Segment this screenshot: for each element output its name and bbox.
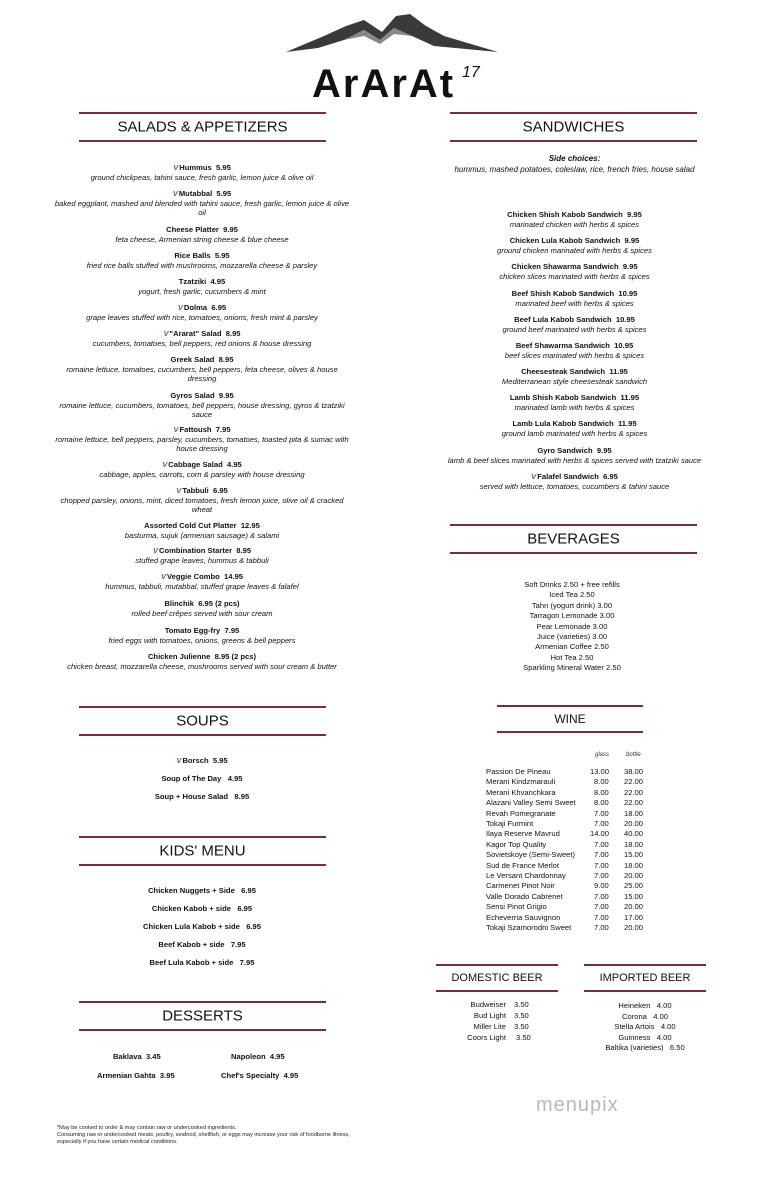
menu-item: VCombination Starter 8.95 stuffed grape leaves, hummus & tabbuli (135, 546, 269, 565)
menu-item: Blinchik 6.95 (2 pcs) rolled beef crêpes served with sour cream (131, 599, 273, 618)
menu-item: Lamb Lula Kabob Sandwich 11.95 ground lamb marinated with herbs & spices (501, 419, 648, 438)
logo-number: 17 (462, 64, 480, 81)
vegetarian-icon: V (177, 303, 183, 312)
logo-name: ArArAt (312, 62, 456, 106)
beverages-header: BEVERAGES (450, 524, 697, 554)
dessert-item: Baklava 3.45 (113, 1052, 161, 1061)
beverage-item: Pear Lemonade 3.00 (536, 621, 608, 631)
wine-row: Valle Dorado Cabrenet 7.00 15.00 (486, 891, 644, 901)
dessert-item: Chef's Specialty 4.95 (221, 1071, 299, 1080)
menu-item: Lamb Shish Kabob Sandwich 11.95 marinated lamb with herbs & spices (509, 393, 640, 412)
menu-item: Gyros Salad 9.95 romaine lettuce, cucumbers, tomatoes, bell peppers, house dressing, gyros & tzatziki sauce (59, 391, 345, 419)
beer-row: Guinness 4.00 (618, 1032, 672, 1042)
vegetarian-icon: V (173, 163, 179, 172)
menu-item: VVeggie Combo 14.95 hummus, tabbuli, mutabbal, stuffed grape leaves & falafel (105, 572, 299, 591)
wine-row: Le Versant Chardonnay 7.00 20.00 (486, 871, 644, 880)
wine-row: Passion De Pineau 13.00 38.00 (486, 767, 644, 776)
watermark: menupix (536, 1094, 619, 1116)
menu-item: VDolma 6.95 grape leaves stuffed with rice, tomatoes, onions, fresh mint & parsley (86, 303, 318, 322)
menu-item: VMutabbal 5.95 baked eggplant, mashed and blended with tahini sauce, fresh garlic, lemon juice & olive oil (54, 189, 350, 217)
menu-item: Cheesesteak Sandwich 11.95 Mediterranean style cheesesteak sandwich (501, 367, 648, 386)
dessert-item: Armenian Gahta 3.95 (97, 1071, 175, 1080)
menu-item: Tzatziki 4.95 yogurt, fresh garlic, cucumbers & mint (138, 277, 266, 296)
beer-row: Miller Lite 3.50 (473, 1022, 529, 1031)
beer-row: Budweiser 3.50 (470, 1000, 529, 1009)
beverage-item: Hot Tea 2.50 (550, 652, 594, 662)
beverage-item: Soft Drinks 2.50 + free refills (524, 580, 620, 589)
menu-item: Chicken Nuggets + Side 6.95 (148, 886, 256, 895)
beer-row: Coors Light 3.50 (467, 1033, 531, 1042)
beer-row: Bud Light 3.50 (473, 1011, 529, 1020)
menu-item: Greek Salad 8.95 romaine lettuce, tomatoes, cucumbers, bell peppers, feta cheese, olives & house dressing (66, 355, 338, 383)
beverage-item: Armenian Coffee 2.50 (535, 642, 609, 652)
beer-row: Baltika (varieties) 6.50 (605, 1043, 685, 1053)
dessert-item: Napoleon 4.95 (231, 1052, 285, 1061)
menu-item: Beef Lula Kabob + side 7.95 (149, 958, 255, 967)
beer-row: Heineken 4.00 (618, 1001, 672, 1010)
menu-item: Assorted Cold Cut Platter 12.95 basturma, sujuk (armenian sausage) & salami (124, 521, 280, 540)
menu-item: Soup of The Day 4.95 (161, 774, 243, 783)
footer-disclaimer: *May be cooked to order & may contain raw or undercooked ingredients. Consuming raw or undercooked meats, poultry, seafood, shellfish, or eggs may increase your risk of foodborne illness, especially if you have certain medical conditions. (57, 1125, 350, 1146)
beer-row: Corona 4.00 (621, 1011, 669, 1021)
beverage-item: Tarragon Lemonade 3.00 (529, 611, 615, 621)
vegetarian-icon: V (172, 189, 178, 198)
vegetarian-icon: V (163, 329, 169, 338)
menu-item: VBorsch 5.95 (176, 756, 228, 765)
wine-row: Alazani Valley Semi Sweet 8.00 22.00 (486, 798, 644, 808)
desserts-header: DESSERTS (79, 1001, 326, 1031)
wine-column-headers: glass bottle (595, 752, 641, 758)
menu-item: Rice Balls 5.95 fried rice balls stuffed with mushrooms, mozzarella cheese & parsley (86, 251, 318, 270)
side-choices: Side choices: hummus, mashed potatoes, coleslaw, rice, french fries, house salad (454, 154, 695, 174)
menu-item: Chicken Julienne 8.95 (2 pcs) chicken breast, mozzarella cheese, mushrooms served with sour cream & butter (67, 652, 337, 671)
sandwiches-header: SANDWICHES (450, 112, 697, 142)
wine-row: Ilaya Reserve Mavrud 14.00 40.00 (486, 829, 644, 839)
vegetarian-icon: V (531, 472, 537, 481)
menu-item: Chicken Kabob + side 6.95 (151, 904, 253, 913)
mountain-icon (284, 12, 500, 62)
wine-header: WINE (497, 705, 643, 733)
menu-item: VFalafel Sandwich 6.95 served with lettuce, tomatoes, cucumbers & tahini sauce (479, 472, 670, 491)
wine-row: Merani Khvanchkara 8.00 22.00 (486, 787, 644, 797)
menu-item: Tomato Egg-fry 7.95 fried eggs with tomatoes, onions, greens & bell peppers (108, 626, 296, 645)
wine-row: Revah Pomegranate 7.00 18.00 (486, 808, 644, 818)
wine-row: Kagor Top Quality 7.00 18.00 (486, 839, 644, 849)
imported-beer-header: IMPORTED BEER (584, 964, 706, 992)
wine-row: Sud de France Merlot 7.00 18.00 (486, 860, 644, 870)
soups-header: SOUPS (79, 706, 326, 736)
vegetarian-icon: V (162, 460, 168, 469)
menu-item: Chicken Shawarma Sandwich 9.95 chicken slices marinated with herbs & spices (499, 262, 650, 281)
menu-item: Soup + House Salad 8.95 (154, 792, 250, 801)
beverage-item: Iced Tea 2.50 (549, 590, 595, 600)
wine-row: Tokaji Szamorodni Sweet 7.00 20.00 (486, 923, 644, 932)
menu-item: VFattoush 7.95 romaine lettuce, bell peppers, parsley, cucumbers, tomatoes, toasted pita & sumac with house dressing (55, 425, 349, 453)
kids-header: KIDS' MENU (79, 836, 326, 866)
wine-row: Sensi Pinot Grigio 7.00 20.00 (486, 902, 644, 912)
beverage-item: Sparkling Mineral Water 2.50 (523, 663, 621, 673)
menu-item: VTabbuli 6.95 chopped parsley, onions, mint, diced tomatoes, fresh lemon juice, olive oil & cracked wheat (60, 486, 344, 514)
vegetarian-icon: V (176, 756, 182, 765)
beverage-item: Juice (varieties) 3.00 (536, 632, 608, 642)
menu-item: Cheese Platter 9.95 feta cheese, Armenian string cheese & blue cheese (115, 225, 289, 244)
menu-item: Gyro Sandwich 9.95 lamb & beef slices marinated with herbs & spices served with tzatziki sauce (447, 446, 702, 465)
vegetarian-icon: V (160, 572, 167, 581)
menu-item: Beef Shawarma Sandwich 10.95 beef slices marinated with herbs & spices (504, 341, 645, 360)
menu-item: Beef Shish Kabob Sandwich 10.95 marinated beef with herbs & spices (511, 289, 638, 308)
beer-row: Stella Artois 4.00 (614, 1022, 676, 1032)
beverages-list (472, 580, 672, 674)
vegetarian-icon: V (173, 425, 179, 434)
restaurant-logo (284, 12, 500, 106)
menu-item: VCabbage Salad 4.95 cabbage, apples, carrots, corn & parsley with house dressing (99, 460, 305, 479)
menu-item: Chicken Shish Kabob Sandwich 9.95 marinated chicken with herbs & spices (507, 210, 642, 229)
wine-row: Echeverria Sauvignon 7.00 17.00 (486, 912, 644, 922)
beverage-item: Tahn (yogurt drink) 3.00 (531, 600, 613, 610)
wine-row: Merani Kindzmarauli 8.00 22.00 (486, 777, 644, 787)
menu-item: Beef Lula Kabob Sandwich 10.95 ground beef marinated with herbs & spices (502, 315, 647, 334)
menu-item: Chicken Lula Kabob + side 6.95 (143, 922, 261, 931)
wine-row: Sovietskoye (Semi-Sweet) 7.00 15.00 (486, 850, 644, 860)
menu-item: Chicken Lula Kabob Sandwich 9.95 ground chicken marinated with herbs & spices (497, 236, 652, 255)
menu-item: Beef Kabob + side 7.95 (158, 940, 246, 949)
wine-row: Carmenet Pinot Noir 9.00 25.00 (486, 881, 644, 891)
vegetarian-icon: V (152, 546, 159, 555)
imported-beer-list (575, 1001, 715, 1054)
menu-item: VHummus 5.95 ground chickpeas, tahini sauce, fresh garlic, lemon juice & olive oil (90, 163, 314, 182)
domestic-beer-header: DOMESTIC BEER (436, 964, 558, 992)
wine-row: Tokaji Furmint 7.00 20.00 (486, 819, 644, 828)
salads-header: SALADS & APPETIZERS (79, 112, 326, 142)
vegetarian-icon: V (176, 486, 182, 495)
menu-item: V"Ararat" Salad 8.95 cucumbers, tomatoes, bell peppers, red onions & house dressing (92, 329, 312, 348)
